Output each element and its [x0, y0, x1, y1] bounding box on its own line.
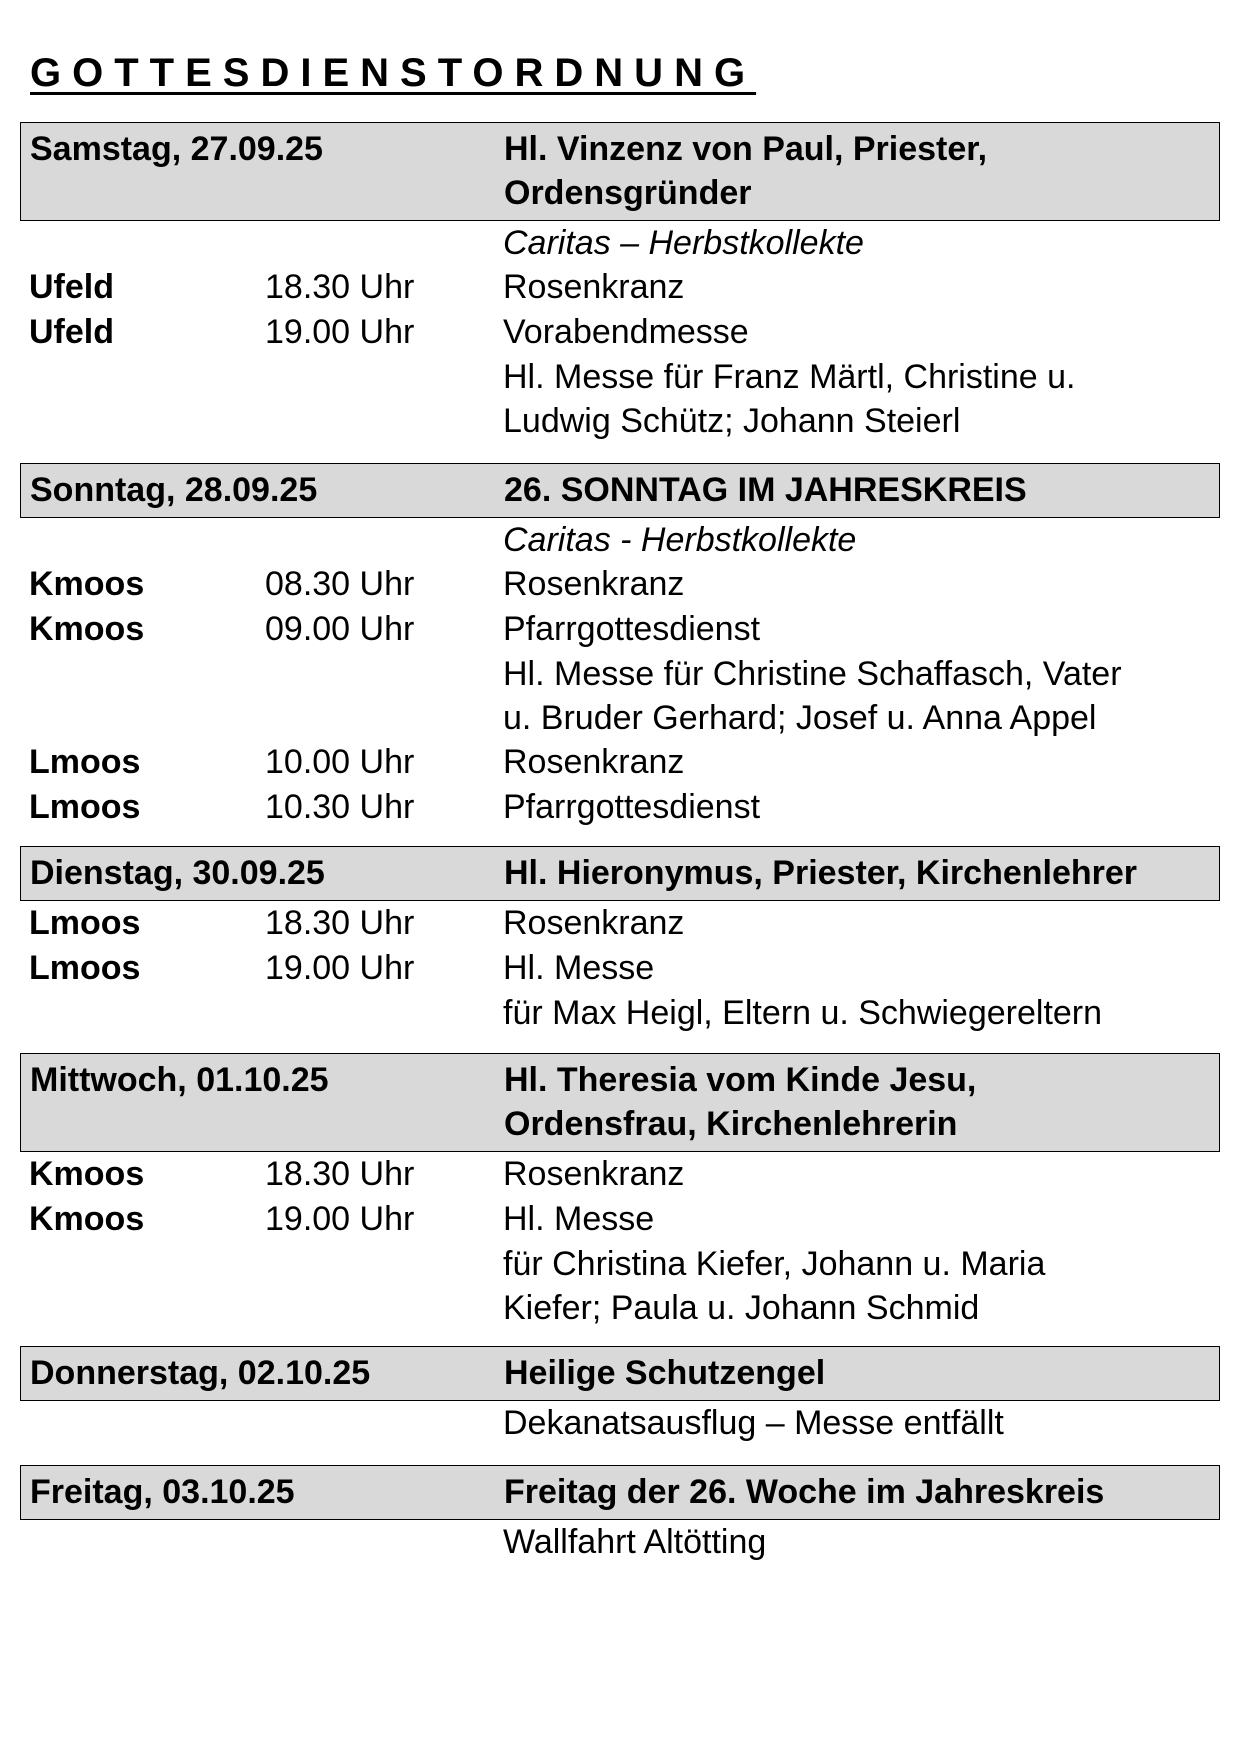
day-feast — [504, 1470, 1219, 1514]
entry-list — [20, 1152, 1220, 1330]
feast-line: Hl. Vinzenz von Paul, Priester, — [504, 130, 988, 168]
feast-line: Freitag der 26. Woche im Jahreskreis — [504, 1473, 1105, 1511]
entry-text: Hl. Messe für Franz Märtl, Christine u. — [503, 358, 1076, 396]
feast-line: Heilige Schutzengel — [504, 1354, 826, 1392]
entry-text: Caritas - Herbstkollekte — [503, 521, 857, 559]
entry-place: Kmoos — [29, 610, 145, 648]
entry-text: u. Bruder Gerhard; Josef u. Anna Appel — [503, 699, 1097, 737]
entry-place: Ufeld — [29, 268, 114, 306]
day-section — [20, 846, 1220, 1035]
entry-text: Rosenkranz — [503, 904, 685, 942]
entry-row — [20, 1401, 1220, 1445]
entry-place: Kmoos — [29, 1200, 145, 1238]
day-date: Freitag, 03.10.25 — [30, 1473, 295, 1511]
day-feast — [504, 468, 1219, 512]
entry-text: Hl. Messe — [503, 1200, 655, 1238]
day-feast — [504, 127, 1219, 215]
entry-text: Rosenkranz — [503, 268, 685, 306]
entry-row — [20, 607, 1220, 652]
entry-text: Wallfahrt Altötting — [503, 1523, 767, 1561]
entry-row — [20, 562, 1220, 607]
entry-time: 19.00 Uhr — [265, 949, 415, 987]
day-date: Mittwoch, 01.10.25 — [30, 1061, 329, 1099]
day-section — [20, 1465, 1220, 1564]
day-header — [20, 122, 1220, 221]
entry-place: Kmoos — [29, 565, 145, 603]
day-feast — [504, 1351, 1219, 1395]
entry-row — [20, 518, 1220, 562]
day-date: Sonntag, 28.09.25 — [30, 471, 318, 509]
entry-text: Pfarrgottesdienst — [503, 788, 761, 826]
entry-text: Caritas – Herbstkollekte — [503, 224, 864, 262]
entry-row — [20, 399, 1220, 443]
feast-line: Ordensfrau, Kirchenlehrerin — [504, 1105, 958, 1143]
day-section — [20, 1346, 1220, 1445]
entry-place: Lmoos — [29, 949, 141, 987]
entry-row — [20, 310, 1220, 355]
entry-row — [20, 1197, 1220, 1242]
entry-time: 18.30 Uhr — [265, 1155, 415, 1193]
entry-text: Pfarrgottesdienst — [503, 610, 761, 648]
entry-row — [20, 1520, 1220, 1564]
entry-text: Rosenkranz — [503, 1155, 685, 1193]
entry-place: Ufeld — [29, 313, 114, 351]
entry-row — [20, 1152, 1220, 1197]
day-section — [20, 1053, 1220, 1330]
entry-time: 19.00 Uhr — [265, 1200, 415, 1238]
entry-row — [20, 652, 1220, 696]
day-header — [20, 1346, 1220, 1401]
day-header — [20, 1053, 1220, 1152]
day-feast — [504, 851, 1219, 895]
entry-list — [20, 1401, 1220, 1445]
entry-place: Lmoos — [29, 788, 141, 826]
entry-text: Dekanatsausflug – Messe entfällt — [503, 1404, 1004, 1442]
day-header — [20, 463, 1220, 518]
entry-row — [20, 740, 1220, 785]
entry-time: 18.30 Uhr — [265, 268, 415, 306]
entry-row — [20, 785, 1220, 830]
day-feast — [504, 1058, 1219, 1146]
entry-time: 10.30 Uhr — [265, 788, 415, 826]
entry-list — [20, 901, 1220, 1035]
day-section — [20, 122, 1220, 443]
entry-time: 10.00 Uhr — [265, 743, 415, 781]
day-date: Donnerstag, 02.10.25 — [30, 1354, 371, 1392]
entry-row — [20, 1286, 1220, 1330]
day-header — [20, 846, 1220, 901]
entry-time: 08.30 Uhr — [265, 565, 415, 603]
entry-row — [20, 696, 1220, 740]
entry-row — [20, 991, 1220, 1035]
entry-list — [20, 221, 1220, 443]
entry-text: für Max Heigl, Eltern u. Schwiegereltern — [503, 994, 1103, 1032]
day-header — [20, 1465, 1220, 1520]
feast-line: Hl. Theresia vom Kinde Jesu, — [504, 1061, 977, 1099]
entry-text: Rosenkranz — [503, 743, 685, 781]
entry-text: Ludwig Schütz; Johann Steierl — [503, 402, 961, 440]
entry-row — [20, 221, 1220, 265]
feast-line: 26. SONNTAG IM JAHRESKREIS — [504, 471, 1027, 509]
feast-line: Hl. Hieronymus, Priester, Kirchenlehrer — [504, 854, 1138, 892]
day-date: Samstag, 27.09.25 — [30, 130, 323, 168]
entry-list — [20, 1520, 1220, 1564]
entry-text: Rosenkranz — [503, 565, 685, 603]
entry-text: Kiefer; Paula u. Johann Schmid — [503, 1289, 980, 1327]
entry-time: 18.30 Uhr — [265, 904, 415, 942]
feast-line: Ordensgründer — [504, 174, 752, 212]
entry-row — [20, 265, 1220, 310]
day-section — [20, 463, 1220, 830]
entry-text: für Christina Kiefer, Johann u. Maria — [503, 1245, 1046, 1283]
entry-text: Vorabendmesse — [503, 313, 749, 351]
day-date: Dienstag, 30.09.25 — [30, 854, 325, 892]
entry-row — [20, 901, 1220, 946]
entry-text: Hl. Messe für Christine Schaffasch, Vater — [503, 655, 1122, 693]
entry-time: 19.00 Uhr — [265, 313, 415, 351]
entry-row — [20, 1242, 1220, 1286]
entry-place: Lmoos — [29, 743, 141, 781]
entry-time: 09.00 Uhr — [265, 610, 415, 648]
page-title: GOTTESDIENSTORDNUNG — [30, 51, 757, 95]
entry-row — [20, 355, 1220, 399]
entry-text: Hl. Messe — [503, 949, 655, 987]
entry-place: Lmoos — [29, 904, 141, 942]
entry-row — [20, 946, 1220, 991]
entry-place: Kmoos — [29, 1155, 145, 1193]
entry-list — [20, 518, 1220, 830]
